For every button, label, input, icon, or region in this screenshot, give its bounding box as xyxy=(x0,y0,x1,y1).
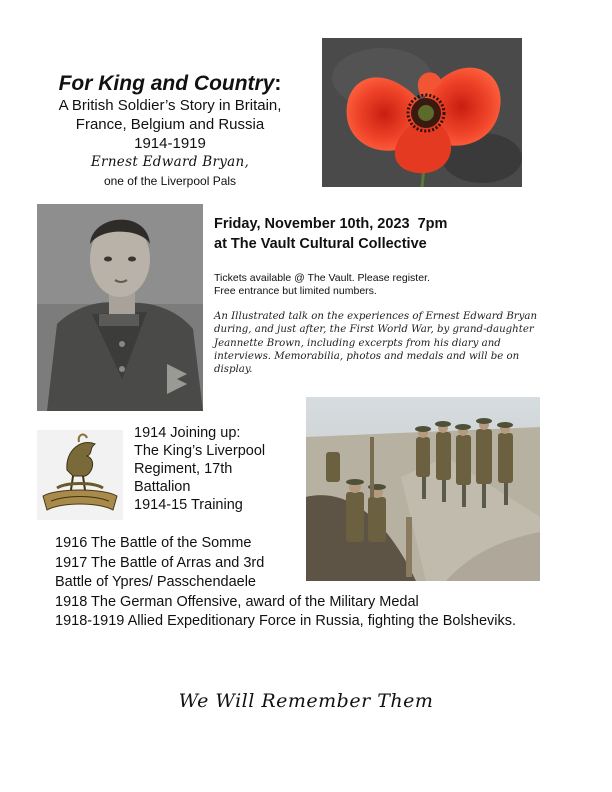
joining-line-5: 1914-15 Training xyxy=(134,497,243,513)
joining-line-4: Battalion xyxy=(134,479,191,495)
enlistment-details xyxy=(134,424,299,514)
subtitle-years: 1914-1919 xyxy=(134,135,206,152)
event-date-time: Friday, November 10th, 2023 7pm xyxy=(214,216,448,232)
subtitle-line-1: A British Soldier’s Story in Britain, xyxy=(58,97,282,114)
event-title xyxy=(40,72,300,96)
timeline-item-1918: 1918 The German Offensive, award of the Military Medal xyxy=(55,593,419,610)
joining-line-3: Regiment, 17th xyxy=(134,461,233,477)
soldier-unit-note: one of the Liverpool Pals xyxy=(103,174,237,188)
entrance-note: Free entrance but limited numbers. xyxy=(214,285,377,297)
title-colon: : xyxy=(274,72,282,95)
title-main: For King and Country xyxy=(58,72,275,95)
timeline-item-1917: 1917 The Battle of Arras and 3rd Battle of Ypres/ Passchendaele xyxy=(55,554,265,590)
soldier-portrait xyxy=(37,204,203,411)
poppy-illustration xyxy=(322,38,522,187)
portrait-illustration xyxy=(37,204,203,411)
liverpool-regiment-badge-icon xyxy=(37,430,123,520)
ticket-availability: Tickets available @ The Vault. Please register. xyxy=(214,272,430,284)
timeline-item-1916: 1916 The Battle of the Somme xyxy=(55,535,252,551)
soldier-name: Ernest Edward Bryan, xyxy=(90,154,250,170)
joining-line-2: The King’s Liverpool xyxy=(134,443,266,459)
event-title-block xyxy=(40,72,300,191)
event-venue: at The Vault Cultural Collective xyxy=(214,236,427,252)
subtitle-line-2: France, Belgium and Russia xyxy=(75,116,265,133)
regiment-badge xyxy=(37,430,123,520)
joining-line-1: 1914 Joining up: xyxy=(134,425,241,441)
closing-tribute: We Will Remember Them xyxy=(178,690,434,712)
timeline-item-1918-1919: 1918-1919 Allied Expeditionary Force in Russia, fighting the Bolsheviks. xyxy=(55,613,517,629)
talk-description: An Illustrated talk on the experiences of Ernest Edward Bryan during, and just after, the First World War, by grand-daughter Jeannette Brown, including excerpts from his diary and interviews. Memorabilia, photos and medals and will be on display. xyxy=(214,311,538,376)
poppy-photo xyxy=(322,38,522,187)
service-timeline xyxy=(55,534,575,632)
event-details xyxy=(214,214,544,254)
ticket-info xyxy=(214,272,544,298)
